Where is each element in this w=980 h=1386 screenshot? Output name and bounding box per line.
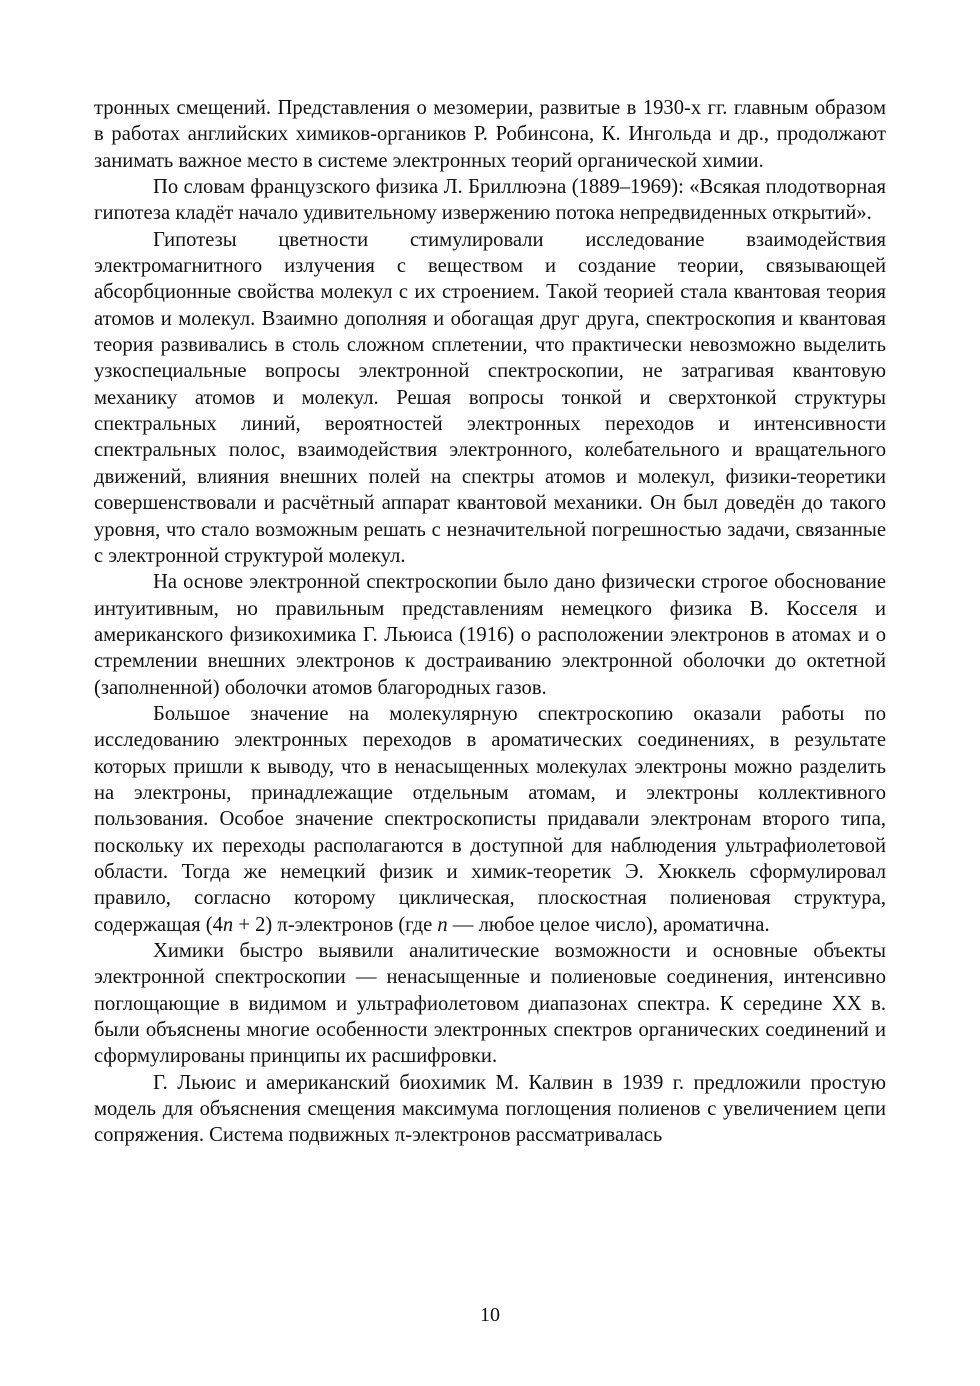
paragraph-5-text-b: + 2) π-электронов (где xyxy=(233,913,438,936)
paragraph-6 xyxy=(94,938,886,1070)
paragraph-6-text: Химики быстро выявили аналитические возможности и основные объекты электронной спектроскопии — ненасыщенные и полиеновые соединения, интенсивно поглощающие в видимом и ультрафиолетовом диапазонах спектра. К середине XX в. были объяснены многие особенности электронных спектров органических соединений и сформулированы принципы их расшифровки. xyxy=(94,940,886,1068)
paragraph-1-text: тронных смещений. Представления о мезомерии, развитые в 1930-х гг. главным образом в работах английских химиков-органиков Р. Робинсона, К. Ингольда и др., продолжают занимать важное место в системе электронных теорий органической химии. xyxy=(94,97,886,172)
paragraph-4-text: На основе электронной спектроскопии было дано физически строгое обоснование интуитивным, но правильным представлениям немецкого физика В. Косселя и американского физикохимика Г. Льюиса (1916) о расположении электронов в атомах и о стремлении внешних электронов к достраиванию электронной оболочки до октетной (заполненной) оболочки атомов благородных газов. xyxy=(94,571,886,699)
page-body xyxy=(94,95,886,1149)
paragraph-2 xyxy=(94,174,886,227)
paragraph-2-text: По словам французского физика Л. Бриллюэна (1889–1969): «Всякая плодотворная гипотеза кладёт начало удивительному извержению потока непредвиденных открытий». xyxy=(94,176,886,225)
paragraph-4 xyxy=(94,569,886,701)
paragraph-5-italic-n-2: n xyxy=(437,913,448,936)
paragraph-1 xyxy=(94,95,886,174)
paragraph-3-text: Гипотезы цветности стимулировали исследование взаимодействия электромагнитного излучения с веществом и создание теории, связывающей абсорбционные свойства молекул с их строением. Такой теорией стала квантовая теория атомов и молекул. Взаимно дополняя и обогащая друг друга, спектроскопия и квантовая теория развивались в столь сложном сплетении, что практически невозможно выделить узкоспециальные вопросы электронной спектроскопии, не затрагивая квантовую механику атомов и молекул. Решая вопросы тонкой и сверхтонкой структуры спектральных линий, вероятностей электронных переходов и интенсивности спектральных полос, взаимодействия электронного, колебательного и вращательного движений, влияния внешних полей на спектры атомов и молекул, физики-теоретики совершенствовали и расчётный аппарат квантовой механики. Он был доведён до такого уровня, что стало возможным решать с незначительной погрешностью задачи, связанные с электронной структурой молекул. xyxy=(94,228,886,567)
paragraph-5 xyxy=(94,701,886,938)
paragraph-5-text-c: — любое целое число), ароматична. xyxy=(447,913,770,936)
paragraph-5-text-a: Большое значение на молекулярную спектроскопию оказали работы по исследованию электронных переходов в ароматических соединениях, в результате которых пришли к выводу, что в ненасыщенных молекулах электроны можно разделить на электроны, принадлежащие отдельным атомам, и электроны коллективного пользования. Особое значение спектроскописты придавали электронам второго типа, поскольку их переходы располагаются в доступной для наблюдения ультрафиолетовой области. Тогда же немецкий физик и химик-теоретик Э. Хюккель сформулировал правило, согласно которому циклическая, плоскостная полиеновая структура, содержащая (4 xyxy=(94,702,886,936)
paragraph-3 xyxy=(94,227,886,569)
paragraph-5-italic-n-1: n xyxy=(222,913,234,936)
paragraph-7 xyxy=(94,1070,886,1149)
page-number: 10 xyxy=(480,1304,500,1326)
paragraph-7-text: Г. Льюис и американский биохимик М. Калвин в 1939 г. предложили простую модель для объяснения смещения максимума поглощения полиенов с увеличением цепи сопряжения. Система подвижных π-электронов рассматривалась xyxy=(94,1071,886,1147)
